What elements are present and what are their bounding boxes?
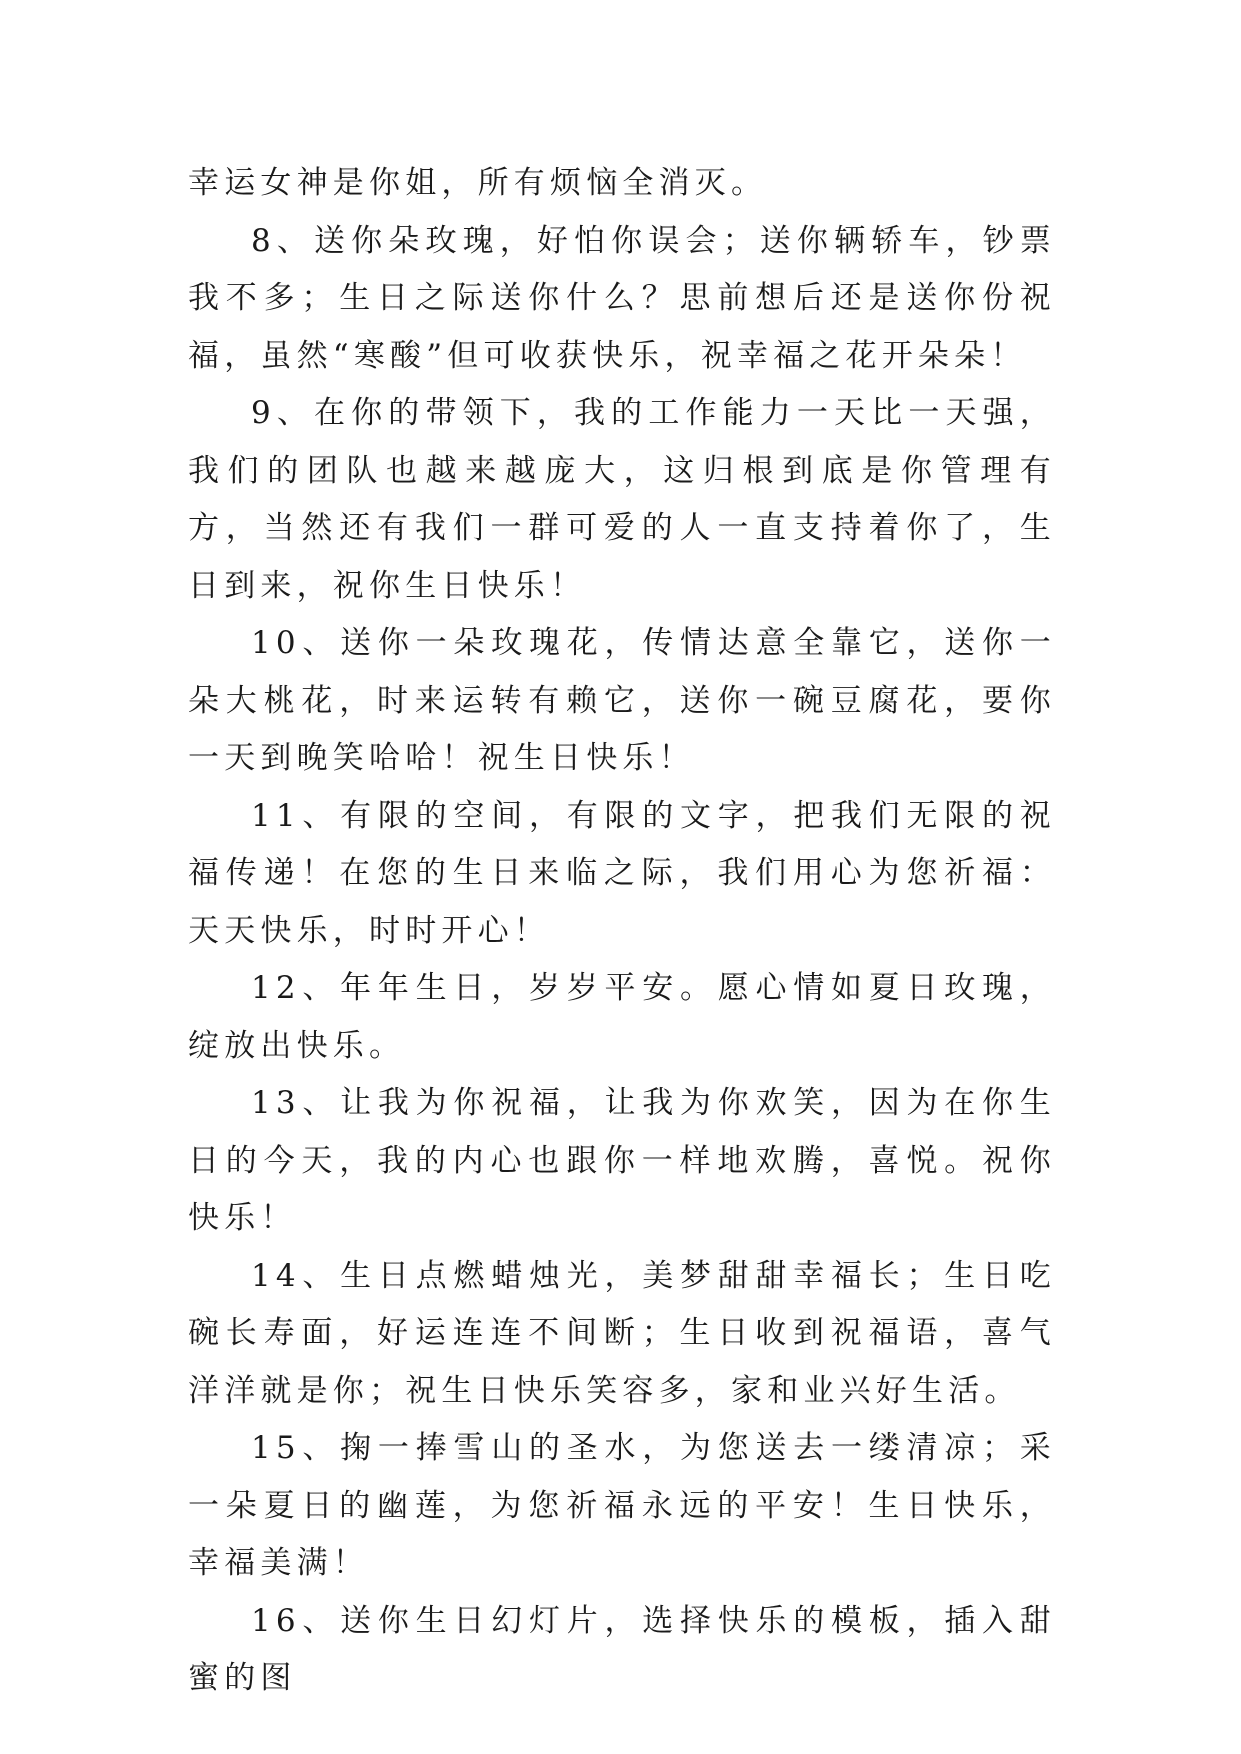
- document-body: [188, 155, 1056, 1708]
- paragraph-item-15: 15、掬一捧雪山的圣水，为您送去一缕清凉；采一朵夏日的幽莲，为您祈福永远的平安！生日快乐，幸福美满！: [188, 1430, 1056, 1581]
- paragraph-item-9: 9、在你的带领下，我的工作能力一天比一天强，我们的团队也越来越庞大，这归根到底是你管理有方，当然还有我们一群可爱的人一直支持着你了，生日到来，祝你生日快乐！: [188, 395, 1056, 604]
- paragraph-item-11: 11、有限的空间，有限的文字，把我们无限的祝福传递！在您的生日来临之际，我们用心为您祈福：天天快乐，时时开心！: [188, 797, 1056, 949]
- paragraph-item-8: 8、送你朵玫瑰，好怕你误会；送你辆轿车，钞票我不多；生日之际送你什么？思前想后还是送你份祝福，虽然“寒酸”但可收获快乐，祝幸福之花开朵朵！: [188, 222, 1056, 374]
- paragraph-item-10: 10、送你一朵玫瑰花，传情达意全靠它，送你一朵大桃花，时来运转有赖它，送你一碗豆腐花，要你一天到晚笑哈哈！祝生日快乐！: [188, 625, 1056, 776]
- paragraph-item-16: 16、送你生日幻灯片，选择快乐的模板，插入甜蜜的图: [188, 1602, 1056, 1696]
- paragraph-continuation: 幸运女神是你姐，所有烦恼全消灭。: [188, 165, 768, 201]
- paragraph-item-13: 13、让我为你祝福，让我为你欢笑，因为在你生日的今天，我的内心也跟你一样地欢腾，喜悦。祝你快乐！: [188, 1085, 1056, 1236]
- paragraph-item-14: 14、生日点燃蜡烛光，美梦甜甜幸福长；生日吃碗长寿面，好运连连不间断；生日收到祝福语，喜气洋洋就是你；祝生日快乐笑容多，家和业兴好生活。: [188, 1257, 1056, 1409]
- paragraph-item-12: 12、年年生日，岁岁平安。愿心情如夏日玫瑰，绽放出快乐。: [188, 970, 1056, 1064]
